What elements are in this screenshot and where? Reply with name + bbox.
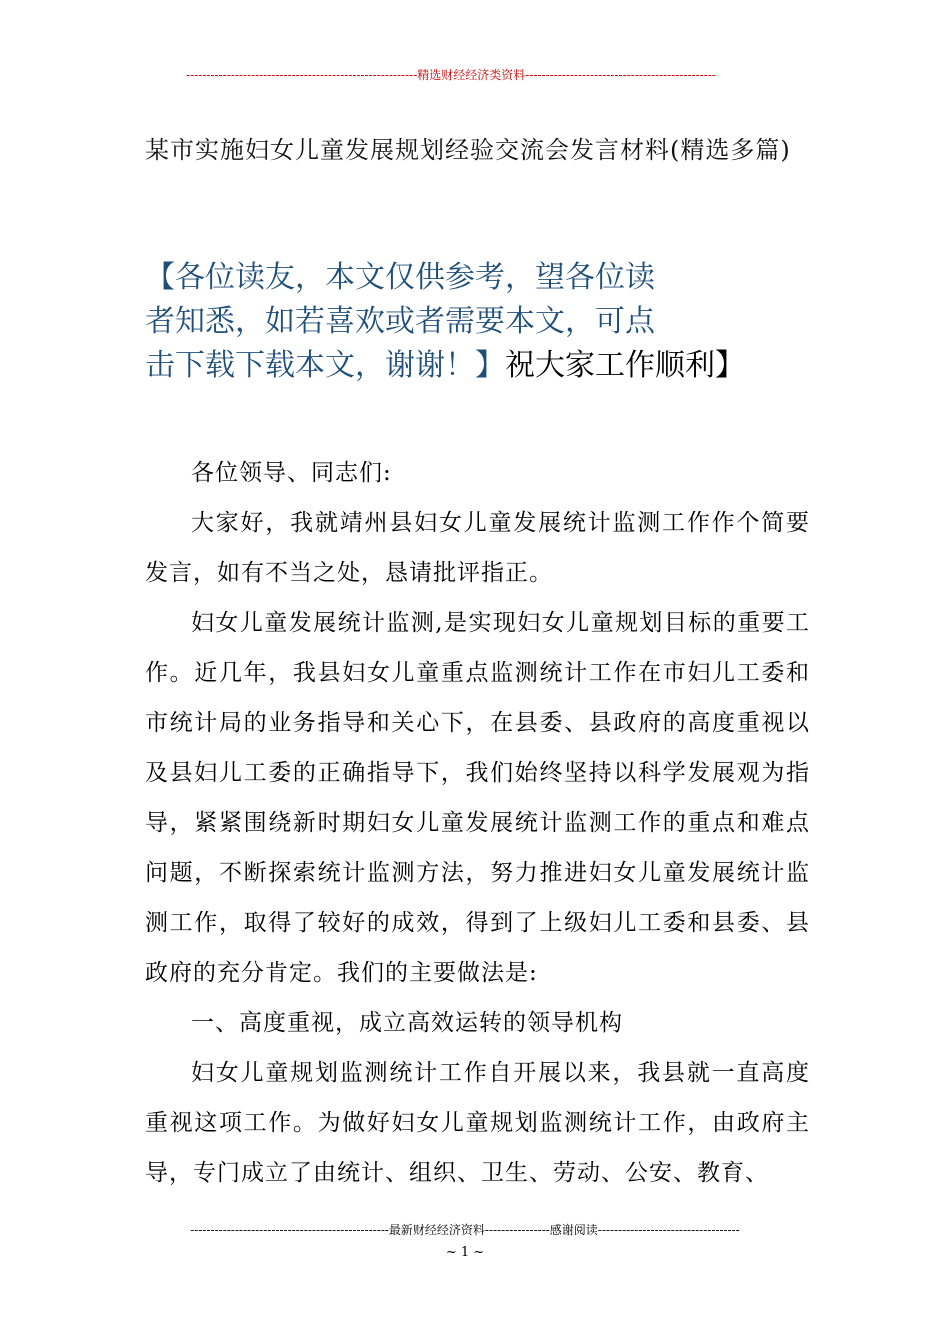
reader-notice [145,256,825,388]
footer-banner: -------------------------------------------------最新财经经济资料----------------感谢阅读----------------------------------- [190,1223,740,1237]
document-title: 某市实施妇女儿童发展规划经验交流会发言材料(精选多篇) [145,136,791,164]
notice-line-2: 者知悉，如若喜欢或者需要本文，可点 [145,304,655,339]
paragraph-greeting: 大家好，我就靖州县妇女儿童发展统计监测工作作个简要发言，如有不当之处，恳请批评指正。 [145,510,810,586]
notice-line-1: 【各位读友，本文仅供参考，望各位读 [145,260,655,295]
notice-line-3 [145,344,825,388]
paragraph-salutation: 各位领导、同志们: [191,460,392,486]
notice-line-3-text: 击下载下载本文，谢谢！】 [145,348,505,383]
notice-line-3-tail: 祝大家工作顺利】 [505,348,745,383]
page-number: ~ 1 ~ [445,1245,485,1260]
paragraph-intro: 妇女儿童发展统计监测,是实现妇女儿童规划目标的重要工作。近几年，我县妇女儿童重点监测统计工作在市妇儿工委和市统计局的业务指导和关心下，在县委、县政府的高度重视以及县妇儿工委的正确指导下，我们始终坚持以科学发展观为指导，紧紧围绕新时期妇女儿童发展统计监测工作的重点和难点问题，不断探索统计监测方法，努力推进妇女儿童发展统计监测工作，取得了较好的成效，得到了上级妇儿工委和县委、县政府的充分肯定。我们的主要做法是: [145,610,810,986]
header-banner: ---------------------------------------------------------精选财经经济类资料----------------------------------------------- [186,68,716,82]
paragraph-heading-1: 一、高度重视，成立高效运转的领导机构 [191,1010,623,1036]
paragraph-section-1: 妇女儿童规划监测统计工作自开展以来，我县就一直高度重视这项工作。为做好妇女儿童规划监测统计工作，由政府主导，专门成立了由统计、组织、卫生、劳动、公安、教育、 [145,1060,810,1186]
body-text [145,448,810,1198]
